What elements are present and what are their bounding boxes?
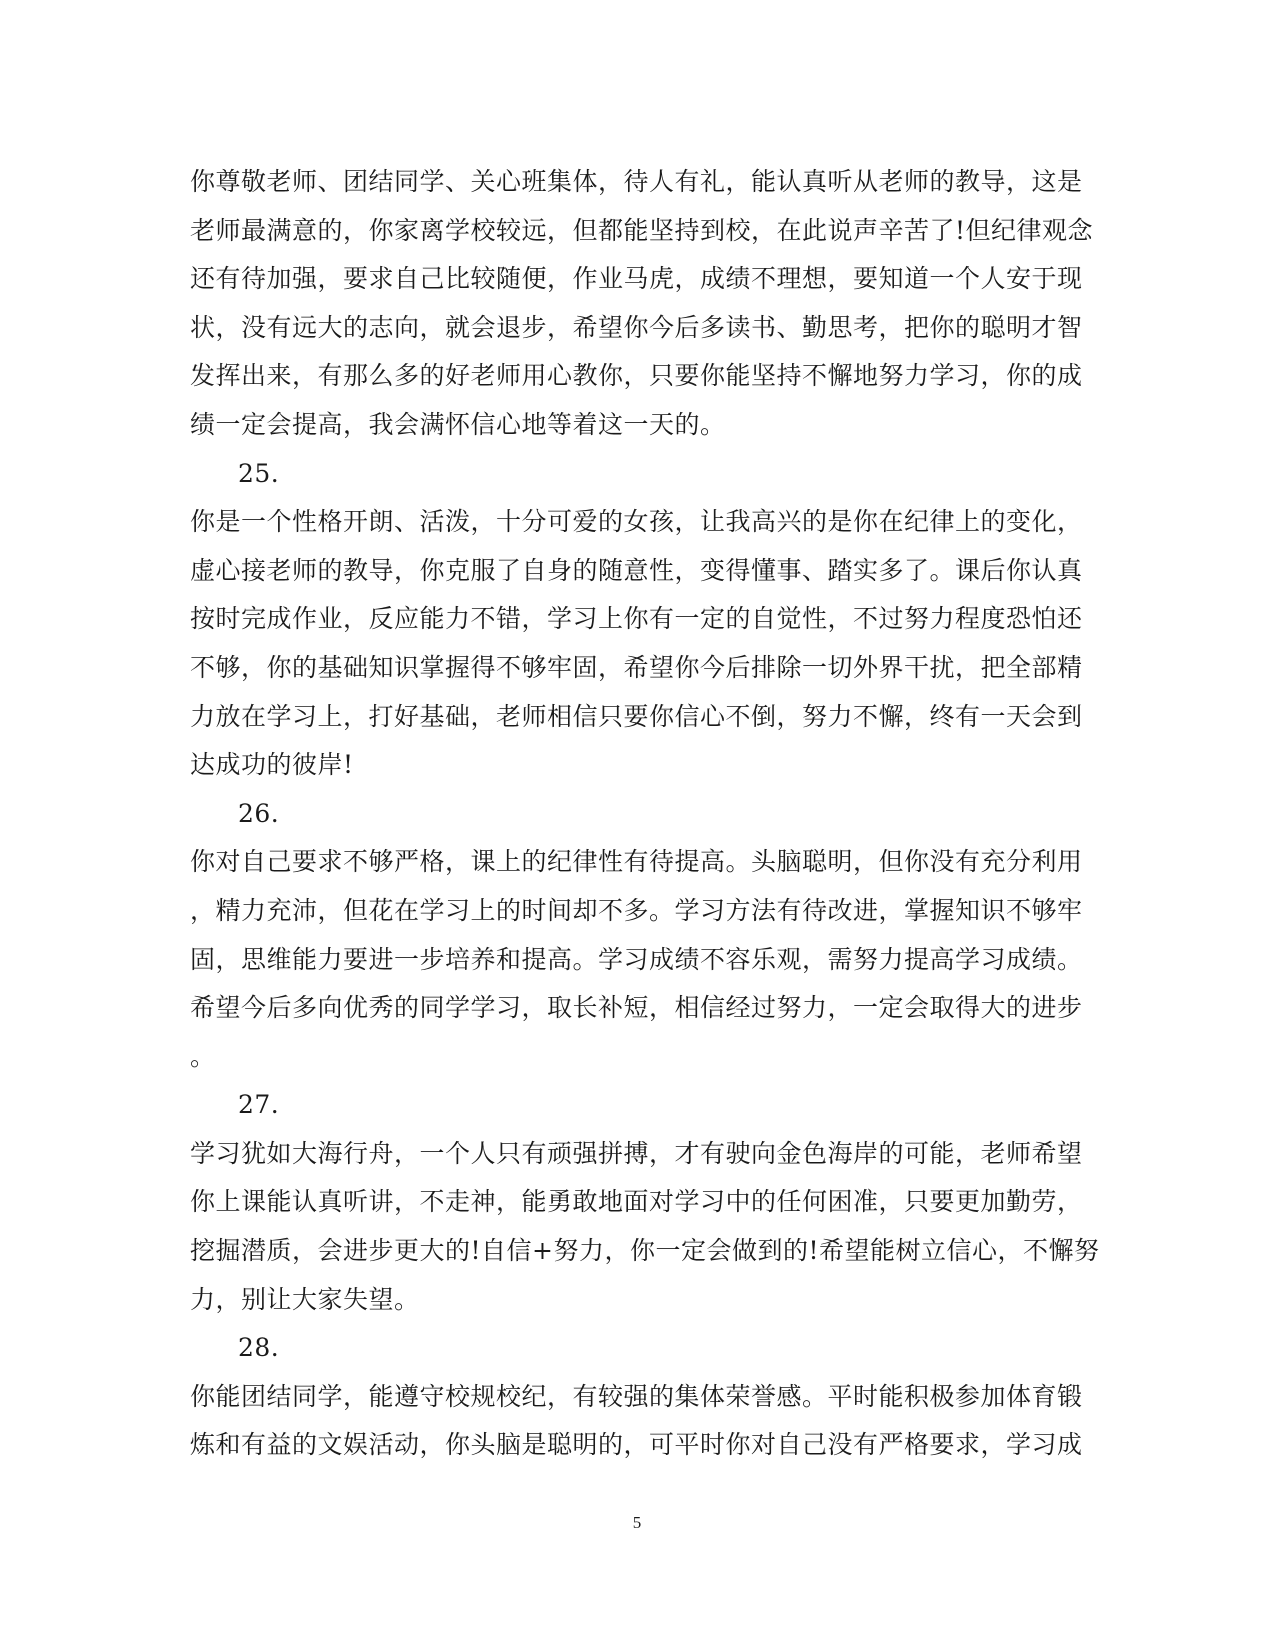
text-line: 你是一个性格开朗、活泼，十分可爱的女孩，让我高兴的是你在纪律上的变化， [190, 507, 1083, 537]
text-line: 希望今后多向优秀的同学学习，取长补短，相信经过努力，一定会取得大的进步 [190, 993, 1083, 1023]
item-number: 26. [238, 798, 280, 828]
text-line: 按时完成作业，反应能力不错，学习上你有一定的自觉性，不过努力程度恐怕还 [190, 604, 1083, 634]
text-line: 绩一定会提高，我会满怀信心地等着这一天的。 [190, 409, 726, 439]
item-number: 28. [238, 1333, 280, 1363]
text-line: 力放在学习上，打好基础，老师相信只要你信心不倒，努力不懈，终有一天会到 [190, 701, 1083, 731]
text-line: 。 [190, 1041, 216, 1071]
text-line: 你能团结同学，能遵守校规校纪，有较强的集体荣誉感。平时能积极参加体育锻 [190, 1381, 1083, 1411]
text-line: 状，没有远大的志向，就会退步，希望你今后多读书、勤思考，把你的聪明才智 [190, 312, 1083, 342]
page-number: 5 [632, 1513, 642, 1532]
text-line: 达成功的彼岸! [190, 750, 354, 780]
item-number: 25. [238, 458, 280, 488]
text-line: 老师最满意的，你家离学校较远，但都能坚持到校，在此说声辛苦了!但纪律观念 [190, 215, 1094, 245]
document-body [190, 158, 1100, 1470]
text-line: 炼和有益的文娱活动，你头脑是聪明的，可平时你对自己没有严格要求，学习成 [190, 1430, 1083, 1460]
text-line: 你尊敬老师、团结同学、关心班集体，待人有礼，能认真听从老师的教导，这是 [190, 167, 1083, 196]
text-line: ，精力充沛，但花在学习上的时间却不多。学习方法有待改进，掌握知识不够牢 [190, 895, 1083, 925]
item-number: 27. [238, 1090, 280, 1120]
text-line: 挖掘潜质，会进步更大的!自信+努力，你一定会做到的!希望能树立信心，不懈努 [190, 1236, 1100, 1266]
text-line: 固，思维能力要进一步培养和提高。学习成绩不容乐观，需努力提高学习成绩。 [190, 944, 1083, 974]
text-line: 你对自己要求不够严格，课上的纪律性有待提高。头脑聪明，但你没有充分利用 [190, 847, 1083, 877]
text-line: 虚心接老师的教导，你克服了自身的随意性，变得懂事、踏实多了。课后你认真 [190, 555, 1083, 585]
text-line: 发挥出来，有那么多的好老师用心教你，只要你能坚持不懈地努力学习，你的成 [190, 361, 1083, 391]
text-line: 你上课能认真听讲，不走神，能勇敢地面对学习中的任何困准，只要更加勤劳， [190, 1187, 1083, 1217]
text-line: 力，别让大家失望。 [190, 1284, 420, 1314]
text-line: 还有待加强，要求自己比较随便，作业马虎，成绩不理想，要知道一个人安于现 [190, 264, 1083, 294]
text-line: 不够，你的基础知识掌握得不够牢固，希望你今后排除一切外界干扰，把全部精 [190, 652, 1083, 682]
text-line: 学习犹如大海行舟，一个人只有顽强拼搏，才有驶向金色海岸的可能，老师希望 [190, 1138, 1083, 1168]
